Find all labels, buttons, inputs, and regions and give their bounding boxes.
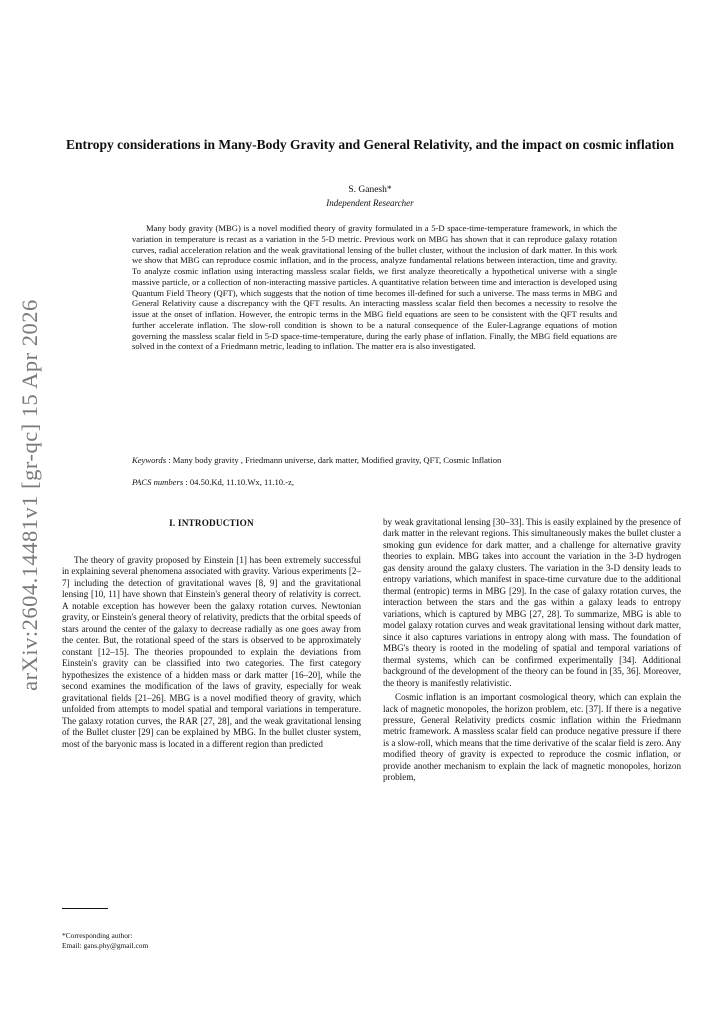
footnote-rule (62, 908, 108, 909)
right-column (383, 517, 681, 784)
paper-title: Entropy considerations in Many-Body Gravity and General Relativity, and the impact on cosmic inflation (65, 137, 675, 152)
keywords-text: : Many body gravity , Friedmann universe, dark matter, Modified gravity, QFT, Cosmic Inflation (168, 455, 502, 465)
author-name: S. Ganesh* (348, 185, 392, 195)
keywords (132, 455, 617, 466)
abstract: Many body gravity (MBG) is a novel modified theory of gravity formulated in a 5-D space-time-temperature framework, in which the variation in temperature is recast as a variation in the 5-D metric. Previous work on MBG has shown that it can reproduce galaxy rotation curves, radial acceleration relation and the weak gravitational lensing of the bullet cluster, without the inclusion of dark matter. In this work we show that MBG can reproduce cosmic inflation, and in the process, analyze fundamental relations between interaction, time and gravity. To analyze cosmic inflation using interacting massless scalar fields, we first analyze theoretically a hypothetical universe with a single massive particle, or a collection of non-interacting massive particles. A quantitative relation between time and interaction is developed using Quantum Field Theory (QFT), which suggests that the notion of time becomes ill-defined for such a universe. The mass terms in MBG and General Relativity cause a discrepancy with the QFT results. An interacting massless scalar field then becomes a necessity to resolve the issue at the onset of inflation. However, the entropic terms in the MBG field equations are seen to be consistent with the QFT results and further accelerate inflation. The slow-roll condition is shown to be a natural consequence of the Euler-Lagrange equations of motion governing the massless scalar field in 5-D space-time-temperature, during the early phase of inflation. Finally, the MBG field equations are solved in the context of a Friedmann metric, leading to inflation. The matter era is also investigated. (132, 223, 617, 352)
left-column (62, 555, 361, 750)
pacs-label: PACS numbers (132, 477, 184, 487)
keywords-label: Keywords (132, 455, 167, 465)
arxiv-stamp (10, 300, 50, 690)
footnote (62, 931, 361, 951)
footnote-email: Email: gans.phy@gmail.com (62, 941, 149, 950)
paragraph: by weak gravitational lensing [30–33]. This is easily explained by the presence of dark matter in the relevant regions. This simultaneously makes the bullet cluster a smoking gun evidence for dark matter, and a challenge for alternative gravity theories to explain. MBG takes into account the variation in the 3-D hydrogen gas density around the galaxy clusters. The variation in the 3-D density leads to entropy variations, which manifest in space-time curvature due to the additional thermal (entropic) terms in MBG [29]. In the case of galaxy rotation curves, the interaction between the stars and the gas within a galaxy leads to entropy variations, which is captured by MBG [27, 28]. To summarize, MBG is able to model galaxy rotation curves and weak gravitational lensing without dark matter, since it also captures variations in entropy along with mass. The foundation of MBG's theory is rooted in the modeling of spatial and temporal variations of thermal systems, which can be confirmed experimentally [34]. Additional background of the development of the theory can be found in [35, 36]. Moreover, the theory is manifestly relativistic. (383, 517, 681, 688)
author-affiliation: Independent Researcher (326, 198, 414, 208)
pacs-numbers (132, 477, 617, 488)
paragraph: Cosmic inflation is an important cosmological theory, which can explain the lack of magnetic monopoles, the horizon problem, etc. [37]. If there is a negative pressure, General Relativity predicts cosmic inflation within the Friedmann metric framework. A massless scalar field can produce negative pressure if there is a slow-roll, which means that the time derivative of the scalar field is zero. Any modified theory of gravity is expected to reproduce the cosmic inflation, or provide another mechanism to explain the lack of magnetic monopoles, horizon problem, (383, 692, 681, 783)
arxiv-identifier: arXiv:2604.14481v1 [gr-qc] 15 Apr 2026 (17, 299, 42, 691)
section-heading-introduction: I. INTRODUCTION (169, 518, 254, 528)
pacs-text: : 04.50.Kd, 11.10.Wx, 11.10.-z, (185, 477, 295, 487)
footnote-corresponding: *Corresponding author: (62, 931, 133, 940)
paragraph: The theory of gravity proposed by Einstein [1] has been extremely successful in explaining several phenomena associated with gravity. Various experiments [2–7] including the detection of gravitational waves [8, 9] and the gravitational lensing [10, 11] have shown that Einstein's general theory of relativity is correct. A notable exception has however been the galaxy rotation curves. Newtonian gravity, or Einstein's general theory of relativity, predicts that the orbital speeds of stars around the center of the galaxy to decrease radially as one goes away from the center. But, the rotational speed of the stars is observed to be approximately constant [12–15]. The theories propounded to explain the deviations from Einstein's gravity can be classified into two categories. The first category hypothesizes the existence of a hidden mass or dark matter [16–20], while the second examines the modification of the laws of gravity, especially for weak gravitational fields [21–26]. MBG is a novel modified theory of gravity, which unfolded from attempts to model spatial and temporal variations in temperature. The galaxy rotation curves, the RAR [27, 28], and the weak gravitational lensing of the Bullet cluster [29] can be explained by MBG. In the bullet cluster system, most of the baryonic mass is located in a different region than predicted (62, 555, 361, 749)
